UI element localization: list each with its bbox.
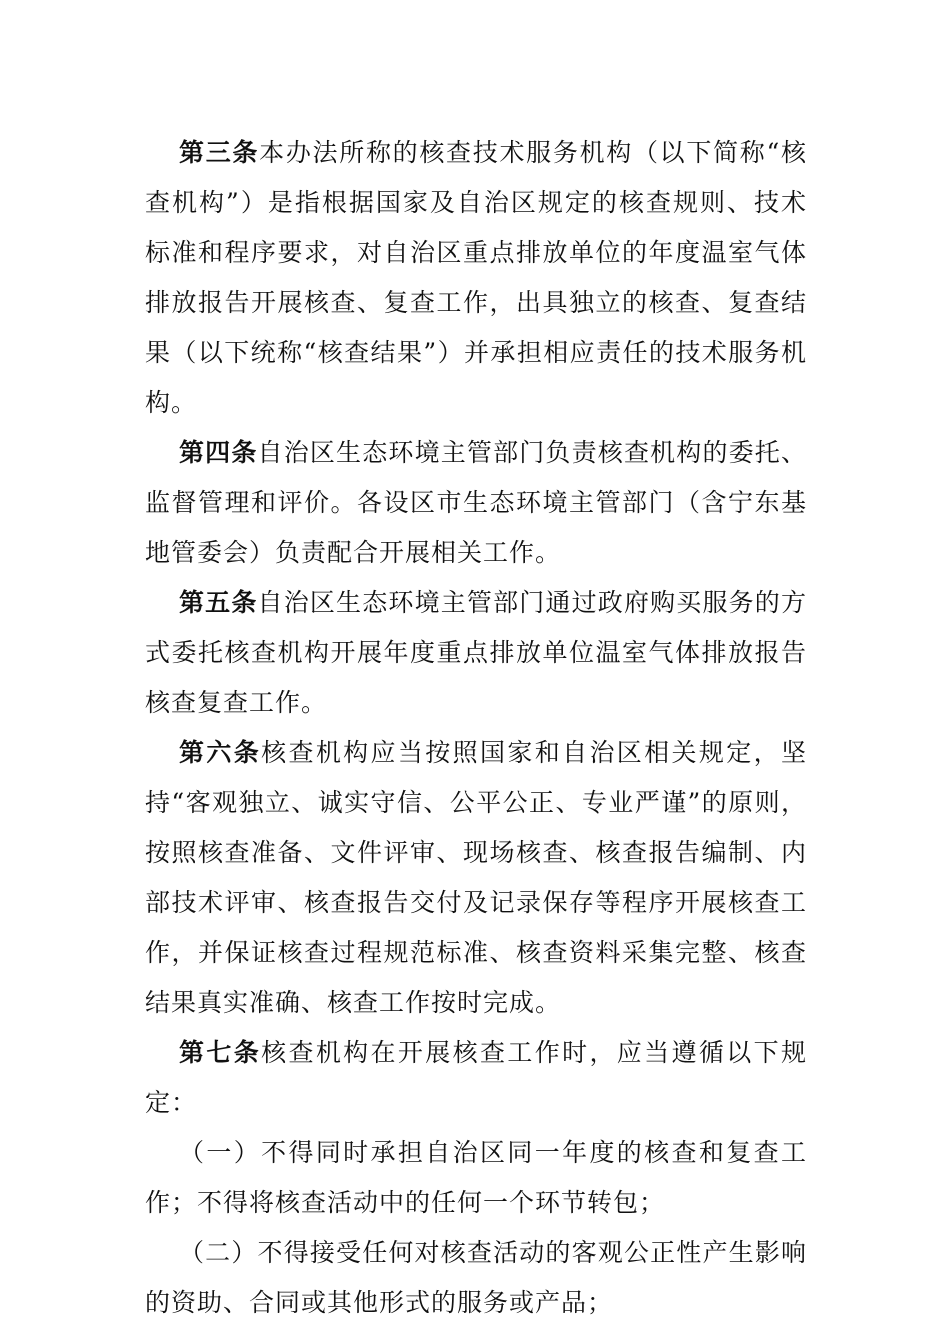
article-body: 核查机构应当按照国家和自治区相关规定，坚持“客观独立、诚实守信、公平公正、专业严谨”的原则，按照核查准备、文件评审、现场核查、核查报告编制、内部技术评审、核查报告交付及记录保存等程序开展核查工作，并保证核查过程规范标准、核查资料采集完整、核查结果真实准确、核查工作按时完成。 bbox=[145, 738, 807, 1017]
article-3 bbox=[145, 128, 807, 428]
article-5 bbox=[145, 578, 807, 728]
article-body: 本办法所称的核查技术服务机构（以下简称“核查机构”）是指根据国家及自治区规定的核查规则、技术标准和程序要求，对自治区重点排放单位的年度温室气体排放报告开展核查、复查工作，出具独立的核查、复查结果（以下统称“核查结果”）并承担相应责任的技术服务机构。 bbox=[145, 138, 807, 417]
article-heading: 第五条 bbox=[179, 588, 258, 617]
article-heading: 第七条 bbox=[179, 1038, 262, 1067]
article-6 bbox=[145, 728, 807, 1028]
document-body bbox=[145, 128, 807, 1328]
article-heading: 第三条 bbox=[179, 138, 260, 167]
list-item-2: （二）不得接受任何对核查活动的客观公正性产生影响的资助、合同或其他形式的服务或产品； bbox=[145, 1238, 807, 1317]
article-body: 自治区生态环境主管部门通过政府购买服务的方式委托核查机构开展年度重点排放单位温室气体排放报告核查复查工作。 bbox=[145, 588, 807, 717]
article-heading: 第六条 bbox=[179, 738, 262, 767]
article-body: 自治区生态环境主管部门负责核查机构的委托、监督管理和评价。各设区市生态环境主管部门（含宁东基地管委会）负责配合开展相关工作。 bbox=[145, 438, 807, 567]
article-7 bbox=[145, 1028, 807, 1128]
article-heading: 第四条 bbox=[179, 438, 258, 467]
article-4 bbox=[145, 428, 807, 578]
list-item-1: （一）不得同时承担自治区同一年度的核查和复查工作；不得将核查活动中的任何一个环节转包； bbox=[145, 1138, 807, 1217]
article-body: 核查机构在开展核查工作时，应当遵循以下规定： bbox=[145, 1038, 807, 1117]
